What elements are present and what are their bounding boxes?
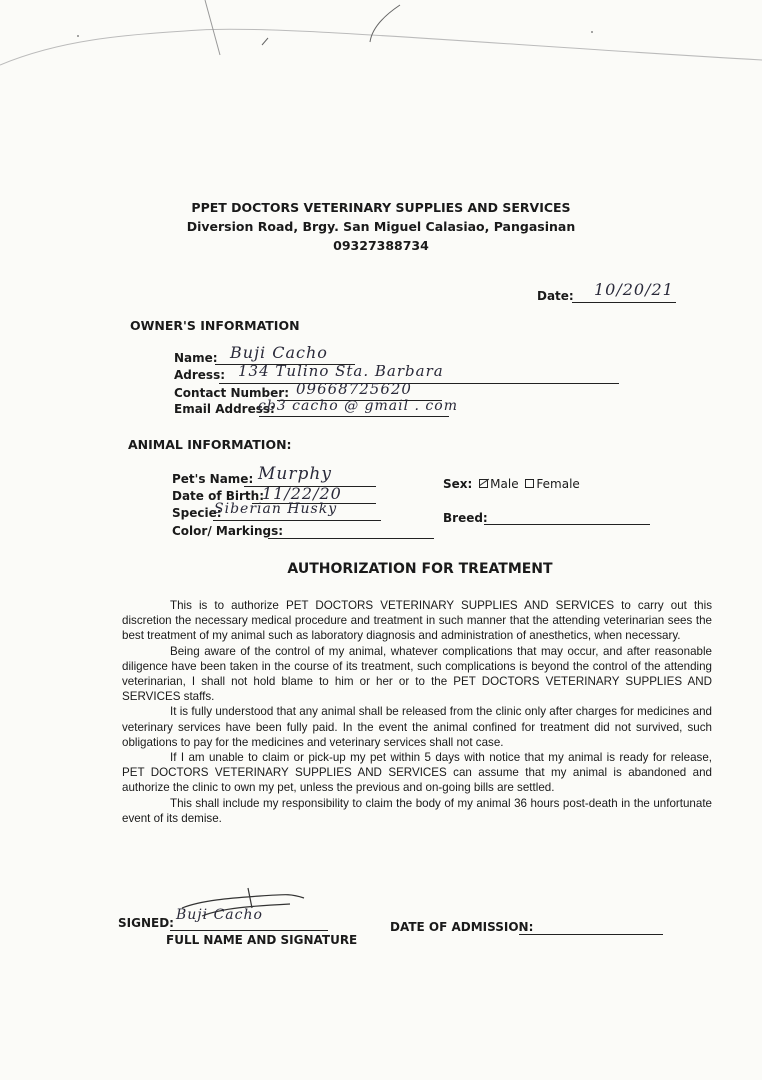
- signed-label: SIGNED:: [118, 916, 174, 930]
- male-option-label: Male: [490, 477, 519, 491]
- sex-label: Sex:: [443, 477, 473, 491]
- owner-email-label: Email Address:: [174, 402, 275, 416]
- owner-name-label: Name:: [174, 351, 218, 365]
- authorization-body: [122, 598, 712, 826]
- pet-name-label: Pet's Name:: [172, 472, 254, 486]
- owner-section-title: OWNER'S INFORMATION: [130, 318, 300, 333]
- paragraph-abandonment: If I am unable to claim or pick-up my pet within 5 days with notice that my animal is ready for release, PET DOCTORS VETERINARY SUPPLIES AND SERVICES can assume that my animal is abandoned and authorize the clinic to own my pet, unless the previous and on-going bills are settled.: [122, 751, 712, 795]
- clinic-name: PPET DOCTORS VETERINARY SUPPLIES AND SERVICES: [191, 200, 571, 215]
- paragraph-authorize: This is to authorize PET DOCTORS VETERINARY SUPPLIES AND SERVICES to carry out this discretion the necessary medical procedure and treatment in such manner that the attending veterinarian sees the best treatment of my animal such as laboratory diagnosis and administration of anesthetics, when necessary.: [122, 599, 712, 643]
- dob-label: Date of Birth:: [172, 489, 265, 503]
- color-label: Color/ Markings:: [172, 524, 284, 538]
- owner-contact-value: 09668725620: [296, 380, 412, 398]
- authorization-title: AUTHORIZATION FOR TREATMENT: [287, 561, 553, 577]
- scan-artifacts: [0, 0, 762, 140]
- date-of-admission-label: DATE OF ADMISSION:: [390, 920, 534, 934]
- paragraph-complications: Being aware of the control of my animal, whatever complications that may occur, and after reasonable diligence have been taken in the course of its treatment, such complications is beyond the control of the attending veterinarian, I shall not hold blame to him or her or to the PET DOCTORS VETERINARY SUPPLIES AND SERVICES staffs.: [122, 644, 712, 704]
- dob-value: 11/22/20: [262, 484, 342, 503]
- specie-value: Siberian Husky: [214, 501, 338, 517]
- animal-section-title: ANIMAL INFORMATION:: [128, 437, 292, 452]
- owner-name-value: Buji Cacho: [230, 343, 328, 362]
- pet-name-value: Murphy: [258, 464, 332, 484]
- owner-email-value: cb3 cacho @ gmail . com: [258, 398, 458, 414]
- clinic-address: Diversion Road, Brgy. San Miguel Calasiao, Pangasinan: [186, 219, 576, 234]
- male-checkbox[interactable]: [479, 479, 488, 488]
- breed-label: Breed:: [443, 511, 488, 525]
- clinic-phone: 09327388734: [333, 238, 429, 253]
- female-option-label: Female: [536, 477, 580, 491]
- paragraph-post-death: This shall include my responsibility to claim the body of my animal 36 hours post-death in the unfortunate event of its demise.: [122, 796, 712, 825]
- signature-caption: FULL NAME AND SIGNATURE: [166, 933, 358, 947]
- date-label: Date:: [537, 289, 574, 303]
- sex-field: [443, 477, 580, 491]
- clinic-header: [0, 198, 762, 255]
- signer-name: Buji Cacho: [176, 907, 263, 923]
- paragraph-release: It is fully understood that any animal shall be released from the clinic only after charges for medicines and veterinary services have been fully paid. In the event the animal confined for treatment did not survived, such obligations to pay for the medicines and veterinary services shall not case.: [122, 705, 712, 749]
- owner-address-label: Adress:: [174, 368, 226, 382]
- date-value: 10/20/21: [594, 280, 674, 299]
- owner-address-value: 134 Tulino Sta. Barbara: [238, 362, 444, 380]
- female-checkbox[interactable]: [525, 479, 534, 488]
- specie-label: Specie:: [172, 506, 222, 520]
- owner-contact-label: Contact Number:: [174, 386, 289, 400]
